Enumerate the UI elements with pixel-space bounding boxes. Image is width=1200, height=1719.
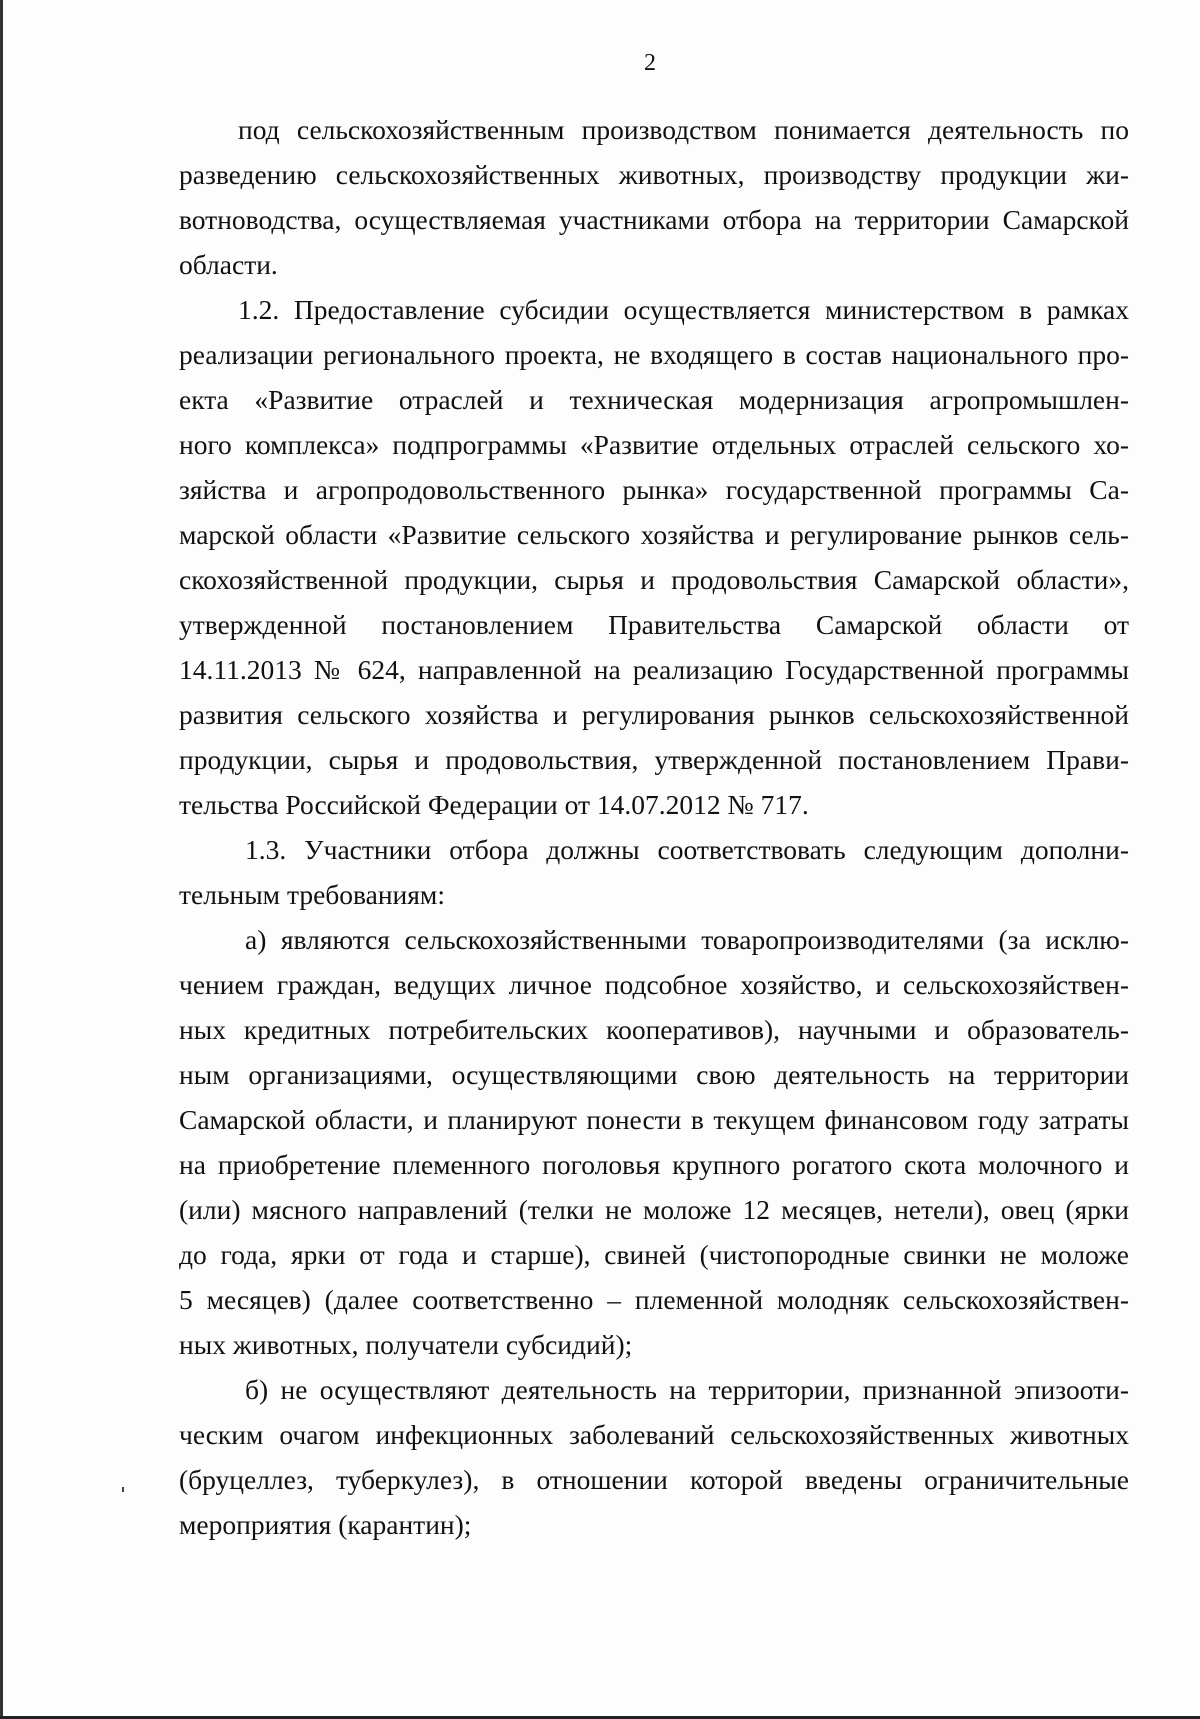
text-line: продукции, сырья и продовольствия, утвержденной постановлением Прави- — [179, 744, 1129, 775]
text-line: скохозяйственной продукции, сырья и продовольствия Самарской области», — [179, 564, 1129, 595]
text-line: а) являются сельскохозяйственными товаропроизводителями (за исклю- — [245, 924, 1129, 955]
paragraph — [179, 917, 1129, 1367]
text-line: 14.11.2013 № 624, направленной на реализацию Государственной программы — [179, 654, 1129, 685]
scan-speck — [122, 1487, 124, 1492]
document-body — [179, 107, 1129, 1547]
text-line: тельства Российской Федерации от 14.07.2012 № 717. — [179, 789, 809, 820]
text-line: разведению сельскохозяйственных животных, производству продукции жи- — [179, 159, 1129, 190]
page-number: 2 — [644, 50, 656, 76]
text-line: вотноводства, осуществляемая участниками отбора на территории Самарской — [179, 204, 1129, 235]
text-line: марской области «Развитие сельского хозяйства и регулирование рынков сель- — [179, 519, 1129, 550]
text-line: чением граждан, ведущих личное подсобное хозяйство, и сельскохозяйствен- — [179, 969, 1129, 1000]
text-line: Самарской области, и планируют понести в текущем финансовом году затраты — [179, 1104, 1129, 1135]
text-line: ных животных, получатели субсидий); — [179, 1329, 633, 1360]
text-line: реализации регионального проекта, не входящего в состав национального про- — [179, 339, 1129, 370]
paragraph — [179, 1367, 1129, 1547]
text-line: до года, ярки от года и старше), свиней (чистопородные свинки не моложе — [179, 1239, 1129, 1270]
text-line: под сельскохозяйственным производством понимается деятельность по — [238, 114, 1129, 145]
text-line: (или) мясного направлений (телки не моложе 12 месяцев, нетели), овец (ярки — [179, 1194, 1129, 1225]
text-line: развития сельского хозяйства и регулирования рынков сельскохозяйственной — [179, 699, 1129, 730]
text-line: области. — [179, 249, 278, 280]
paragraph — [179, 287, 1129, 827]
scan-edge — [0, 0, 3, 1719]
text-line: тельным требованиям: — [179, 879, 445, 910]
paragraph — [179, 827, 1129, 917]
text-line: зяйства и агропродовольственного рынка» государственной программы Са- — [179, 474, 1129, 505]
text-line: ного комплекса» подпрограммы «Развитие отдельных отраслей сельского хо- — [179, 429, 1129, 460]
text-line: екта «Развитие отраслей и техническая модернизация агропромышлен- — [179, 384, 1129, 415]
text-line: 1.2. Предоставление субсидии осуществляется министерством в рамках — [238, 294, 1129, 325]
text-line: ческим очагом инфекционных заболеваний сельскохозяйственных животных — [179, 1419, 1129, 1450]
text-line: ных кредитных потребительских кооперативов), научными и образователь- — [179, 1014, 1129, 1045]
text-line: б) не осуществляют деятельность на территории, признанной эпизооти- — [245, 1374, 1129, 1405]
text-line: мероприятия (карантин); — [179, 1509, 472, 1540]
text-line: 1.3. Участники отбора должны соответствовать следующим дополни- — [245, 834, 1129, 865]
text-line: на приобретение племенного поголовья крупного рогатого скота молочного и — [179, 1149, 1129, 1180]
text-line: утвержденной постановлением Правительства Самарской области от — [179, 609, 1129, 640]
text-line: 5 месяцев) (далее соответственно – племенной молодняк сельскохозяйствен- — [179, 1284, 1129, 1315]
text-line: ным организациями, осуществляющими свою деятельность на территории — [179, 1059, 1129, 1090]
text-line: (бруцеллез, туберкулез), в отношении которой введены ограничительные — [179, 1464, 1129, 1495]
paragraph — [179, 107, 1129, 287]
